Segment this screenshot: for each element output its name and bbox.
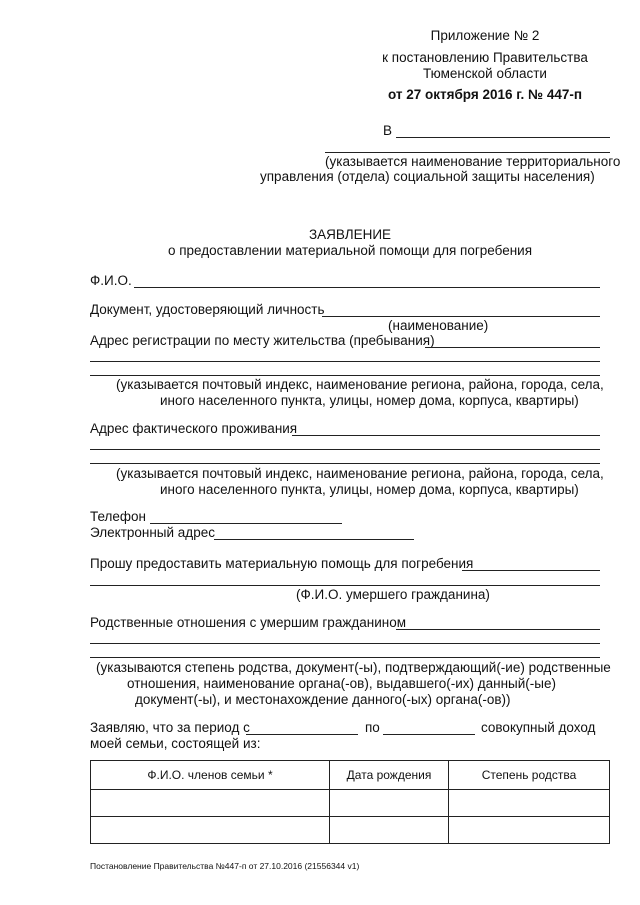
relation-hint-3: документ(-ы), и местонахождение данного(-ых) органа(-ов)) (135, 692, 511, 707)
recipient-field-line-2[interactable] (325, 152, 610, 153)
actual-address-hint-2: иного населенного пункта, улицы, номер дома, корпуса, квартиры) (160, 482, 579, 497)
registration-address-field-3[interactable] (90, 375, 600, 376)
recipient-field-line-1[interactable] (396, 137, 610, 138)
table-cell-relation[interactable] (449, 817, 610, 844)
fio-field[interactable] (134, 287, 600, 288)
relation-field-3[interactable] (90, 657, 600, 658)
document-subtitle: о предоставлении материальной помощи для погребения (167, 243, 533, 258)
fio-label: Ф.И.О. (90, 273, 132, 288)
deceased-hint: (Ф.И.О. умершего гражданина) (296, 587, 490, 602)
table-cell-relation[interactable] (449, 790, 610, 817)
id-document-label: Документ, удостоверяющий личность (90, 302, 325, 317)
declaration-start: Заявляю, что за период с (90, 720, 250, 735)
document-title: ЗАЯВЛЕНИЕ (308, 227, 392, 242)
decree-reference: к постановлению Правительства (382, 50, 588, 65)
footer-reference: Постановление Правительства №447-п от 27.10.2016 (21556344 v1) (90, 861, 360, 871)
table-row (91, 790, 610, 817)
id-document-field[interactable] (322, 316, 600, 317)
appendix-number: Приложение № 2 (430, 28, 540, 43)
recipient-hint-1: (указывается наименование территориального (325, 154, 621, 169)
registration-address-label: Адрес регистрации по месту жительства (пребывания) (90, 333, 435, 348)
family-members-table (90, 760, 610, 844)
phone-field[interactable] (150, 523, 342, 524)
actual-address-field-1[interactable] (292, 435, 600, 436)
table-cell-fio[interactable] (91, 817, 330, 844)
declaration-end: совокупный доход (481, 720, 596, 735)
table-cell-birth-date[interactable] (330, 790, 449, 817)
table-header-row (91, 761, 610, 790)
relation-hint-1: (указываются степень родства, документ(-ы), подтверждающий(-ие) родственные (96, 660, 611, 675)
registration-address-hint-2: иного населенного пункта, улицы, номер дома, корпуса, квартиры) (160, 393, 579, 408)
actual-address-field-3[interactable] (90, 463, 600, 464)
table-row (91, 817, 610, 844)
actual-address-field-2[interactable] (90, 449, 600, 450)
registration-address-hint-1: (указывается почтовый индекс, наименование региона, района, города, села, (116, 377, 604, 392)
deceased-field-1[interactable] (462, 570, 600, 571)
deceased-field-2[interactable] (90, 585, 600, 586)
relation-field-2[interactable] (90, 643, 600, 644)
declaration-line2: моей семьи, состоящей из: (90, 736, 261, 751)
table-cell-birth-date[interactable] (330, 817, 449, 844)
registration-address-field-2[interactable] (90, 361, 600, 362)
id-document-hint: (наименование) (388, 318, 489, 333)
table-cell-fio[interactable] (91, 790, 330, 817)
recipient-hint-2: управления (отдела) социальной защиты населения) (260, 169, 595, 184)
email-label: Электронный адрес (90, 525, 215, 540)
column-header-fio: Ф.И.О. членов семьи * (91, 761, 330, 790)
recipient-prefix: В (383, 123, 393, 138)
region-name: Тюменской области (423, 66, 547, 81)
phone-label: Телефон (90, 509, 147, 524)
actual-address-hint-1: (указывается почтовый индекс, наименование региона, района, города, села, (116, 466, 604, 481)
relation-hint-2: отношения, наименование органа(-ов), выдавшего(-их) данный(-ые) (127, 676, 557, 691)
request-label: Прошу предоставить материальную помощь для погребения (90, 556, 474, 571)
decree-date: от 27 октября 2016 г. № 447-п (387, 87, 583, 102)
registration-address-field-1[interactable] (425, 347, 600, 348)
column-header-relation: Степень родства (449, 761, 610, 790)
relation-field-1[interactable] (396, 629, 600, 630)
period-from-field[interactable] (246, 734, 358, 735)
period-to-field[interactable] (383, 734, 475, 735)
relation-label: Родственные отношения с умершим гражданином (90, 615, 406, 630)
column-header-birth-date: Дата рождения (330, 761, 449, 790)
email-field[interactable] (214, 539, 414, 540)
declaration-to: по (365, 720, 380, 735)
actual-address-label: Адрес фактического проживания (90, 421, 298, 436)
